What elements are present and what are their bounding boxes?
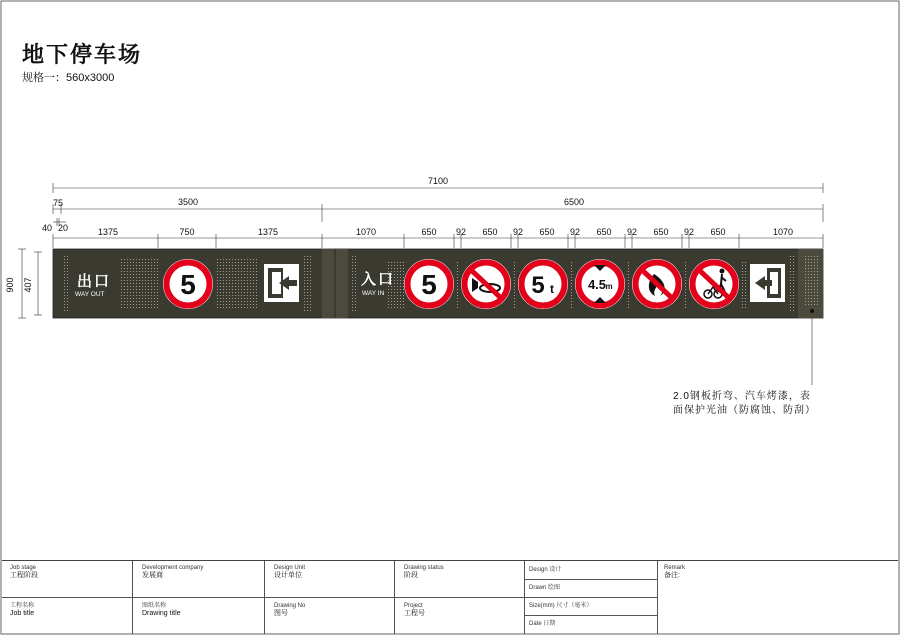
dim-r1: 650 — [421, 227, 437, 237]
dim-r9: 650 — [653, 227, 669, 237]
no-bicycle-pedestrian-sign — [689, 259, 739, 309]
tb-drawn: Drawn 绘图 — [529, 585, 561, 591]
speed-limit-sign-right — [404, 259, 454, 309]
entry-door-icon — [750, 264, 785, 302]
height-limit-sign — [575, 259, 625, 309]
speed-value-left: 5 — [180, 269, 196, 300]
material-note — [673, 390, 843, 418]
material-note-line1: 2.0钢板折弯、汽车烤漆，表 — [673, 391, 811, 402]
dim-r11: 650 — [710, 227, 726, 237]
spec-label: 规格一：560x3000 — [22, 72, 115, 84]
weight-limit-sign — [518, 259, 568, 309]
tb-developer: Development company 发展商 — [142, 565, 204, 579]
dim-r2: 92 — [455, 227, 467, 237]
material-note-line2: 面保护光油（防腐蚀、防刮） — [673, 405, 816, 416]
dim-900: 900 — [5, 277, 15, 293]
dim-40: 40 — [41, 223, 53, 233]
tb-size: Size(mm) 尺寸（毫米） — [529, 603, 593, 609]
weight-value: 5 — [531, 272, 545, 299]
dim-20: 20 — [57, 223, 69, 233]
tb-project: Project 工程号 — [404, 603, 425, 617]
dim-r3: 650 — [482, 227, 498, 237]
dim-r12: 1070 — [772, 227, 794, 237]
dim-75: 75 — [52, 198, 64, 208]
dim-3500: 3500 — [177, 197, 199, 207]
tb-remark: Remark 备注: — [664, 565, 686, 579]
tb-job-stage: Job stage 工程阶段 — [10, 565, 38, 579]
dim-1375-b: 1375 — [257, 227, 279, 237]
exit-label-cn: 出口 — [77, 273, 112, 290]
dim-r5: 650 — [539, 227, 555, 237]
no-honking-sign — [461, 259, 511, 309]
speed-value-right: 5 — [421, 269, 437, 300]
no-fire-sign — [632, 259, 682, 309]
title-block — [2, 560, 898, 634]
tb-design-unit: Design Unit 设计单位 — [274, 565, 306, 579]
dim-overall: 7100 — [427, 176, 449, 186]
tb-drawing-no: Drawing No 图号 — [274, 603, 306, 617]
tb-drawing-status: Drawing status 阶段 — [404, 565, 444, 579]
entry-label-en: WAY IN — [362, 290, 385, 297]
exit-label-en: WAY OUT — [75, 291, 105, 298]
entry-label-cn: 入口 — [361, 271, 396, 288]
exit-door-icon — [264, 264, 299, 302]
tb-drawing-title: 图纸名称 Drawing title — [142, 603, 181, 617]
dim-750: 750 — [179, 227, 195, 237]
dim-r7: 650 — [596, 227, 612, 237]
tb-project-name: 工程名称 Job title — [10, 603, 35, 617]
dim-r4: 92 — [512, 227, 524, 237]
height-value: 4.5 — [587, 277, 607, 292]
tb-design: Design 设计 — [529, 567, 562, 573]
dim-6500: 6500 — [563, 197, 585, 207]
speed-limit-sign-left — [163, 259, 213, 309]
dim-r6: 92 — [569, 227, 581, 237]
dim-r8: 92 — [626, 227, 638, 237]
tb-date: Date 日期 — [529, 621, 556, 627]
drawing-title: 地下停车场 — [22, 42, 143, 67]
weight-unit: t — [550, 282, 554, 296]
dim-407: 407 — [23, 277, 33, 293]
dim-r0: 1070 — [355, 227, 377, 237]
dim-1375-a: 1375 — [97, 227, 119, 237]
dim-r10: 92 — [683, 227, 695, 237]
height-unit: m — [605, 282, 613, 291]
